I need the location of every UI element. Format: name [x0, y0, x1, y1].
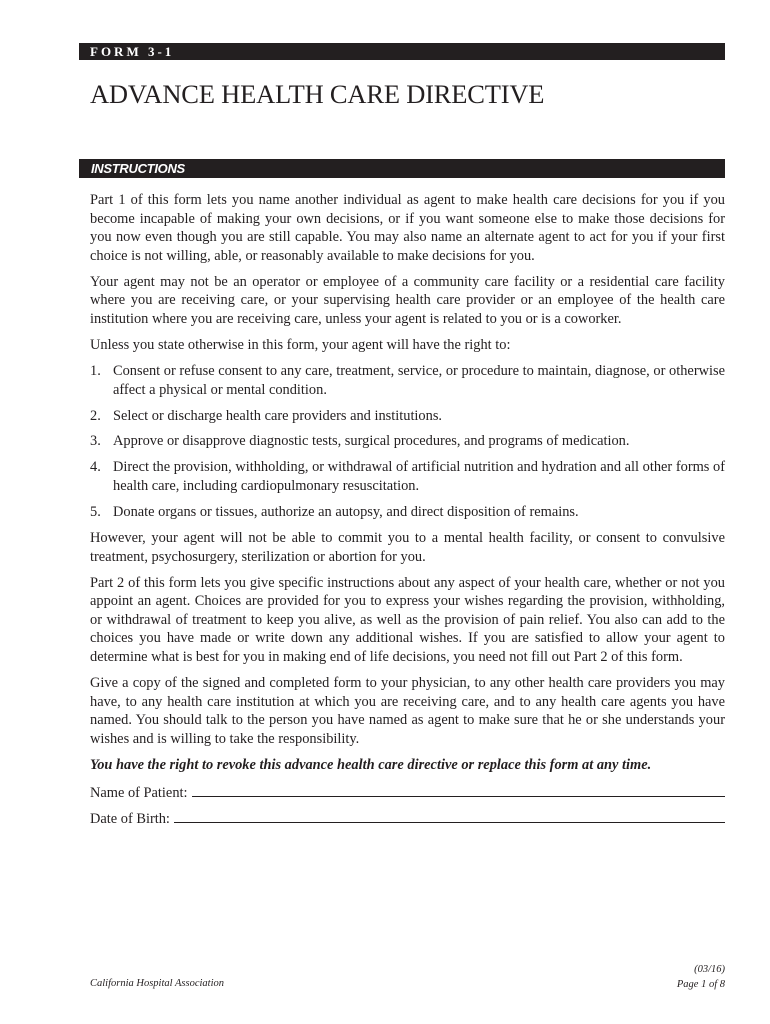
dob-field[interactable]: [174, 808, 725, 823]
instructions-body: [90, 191, 725, 834]
instructions-paragraph: Your agent may not be an operator or employee of a community care facility or a residential care facility where you are receiving care, or your supervising health care provider or an employee of the health care institution where you are receiving care, unless your agent is related to you or is a coworker.: [90, 273, 725, 327]
list-item-text: Select or discharge health care providers and institutions.: [113, 407, 443, 424]
list-item: [90, 407, 725, 426]
instructions-heading: INSTRUCTIONS: [79, 159, 725, 178]
form-number-banner: FORM 3-1: [79, 43, 725, 60]
page-title: ADVANCE HEALTH CARE DIRECTIVE: [90, 79, 545, 109]
list-item-text: Donate organs or tissues, authorize an autopsy, and direct disposition of remains.: [113, 504, 579, 521]
list-item-number: 1.: [90, 362, 101, 379]
list-item-number: 4.: [90, 459, 101, 476]
patient-name-row: [90, 782, 725, 801]
list-item-text: Consent or refuse consent to any care, treatment, service, or procedure to maintain, diagnose, or otherwise affect a physical or mental condition.: [113, 362, 725, 398]
list-item-text: Approve or disapprove diagnostic tests, surgical procedures, and programs of medication.: [113, 433, 630, 450]
instructions-paragraph: Part 1 of this form lets you name another individual as agent to make health care decisions for you if you become incapable of making your own decisions, or if you want someone else to make those decisions for you now even though you are still capable. You may also name an alternate agent to act for you if your first choice is not willing, able, or reasonably available to make decisions for you.: [90, 192, 725, 264]
dob-label: Date of Birth:: [90, 810, 170, 827]
list-item: [90, 503, 725, 522]
dob-row: [90, 808, 725, 827]
list-item: [90, 362, 725, 399]
page-number: Page 1 of 8: [676, 979, 725, 990]
footer-page-info: [677, 962, 725, 992]
instructions-paragraph: Give a copy of the signed and completed form to your physician, to any other health care providers you may have, to any health care institution at which you are receiving care, and to any health care agents you have named. You should talk to the person you have named as agent to make sure that he or she understands your wishes and is willing to take the responsibility.: [90, 674, 725, 747]
list-item: [90, 432, 725, 451]
footer-organization: California Hospital Association: [90, 978, 224, 989]
patient-name-label: Name of Patient:: [90, 784, 188, 801]
revocation-notice: You have the right to revoke this advance health care directive or replace this form at any time.: [90, 756, 652, 773]
list-item-number: 5.: [90, 504, 101, 521]
patient-name-field[interactable]: [192, 782, 725, 797]
instructions-paragraph: However, your agent will not be able to commit you to a mental health facility, or consent to convulsive treatment, psychosurgery, sterilization or abortion for you.: [90, 530, 725, 565]
instructions-paragraph: Part 2 of this form lets you give specific instructions about any aspect of your health care, whether or not you appoint an agent. Choices are provided for you to express your wishes regarding the provision, withholding, or withdrawal of treatment to keep you alive, as well as the provision of pain relief. You also can add to the choices you have made or write down any additional wishes. If you are satisfied to allow your agent to determine what is best for you in making end of life decisions, you need not fill out Part 2 of this form.: [90, 574, 725, 665]
revision-date: (03/16): [694, 964, 725, 975]
instructions-paragraph: Unless you state otherwise in this form, your agent will have the right to:: [90, 336, 511, 353]
list-item-number: 3.: [90, 433, 101, 450]
list-item: [90, 458, 725, 495]
agent-rights-list: [90, 362, 725, 522]
list-item-number: 2.: [90, 407, 101, 424]
list-item-text: Direct the provision, withholding, or withdrawal of artificial nutrition and hydration and all other forms of health care, including cardiopulmonary resuscitation.: [113, 459, 725, 495]
